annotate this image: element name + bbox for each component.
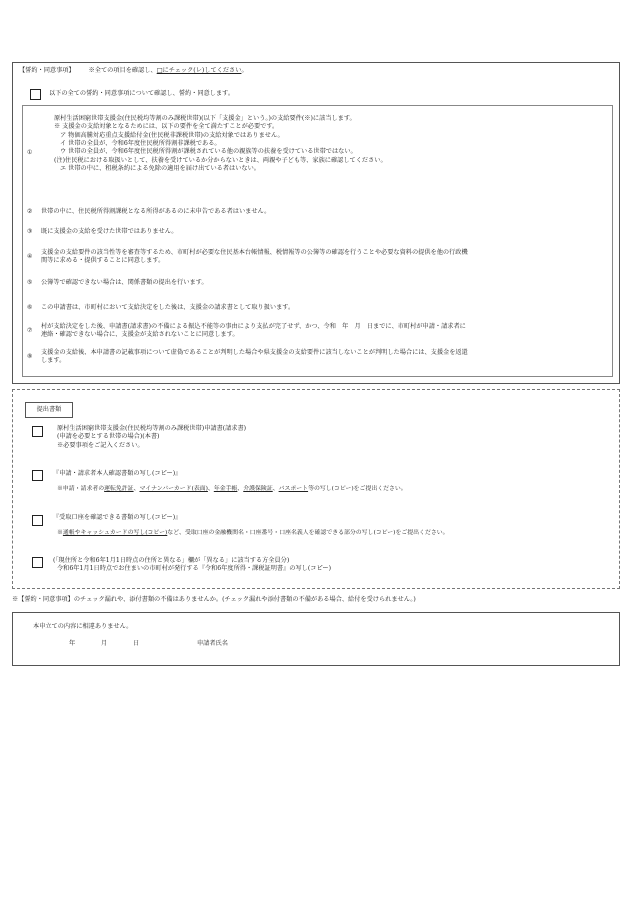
doc1-note: ※必要事項をご記入ください。 bbox=[57, 441, 144, 449]
reminder-text: ※【誓約・同意事項】のチェック漏れや、添付書類の不備はありませんか。(チェック漏れや添付書類の不備がある場合、給付を受けられません。) bbox=[12, 596, 416, 603]
pledge-item-8-num: ⑧ bbox=[27, 353, 33, 360]
doc2-id-license: 運転免許証 bbox=[104, 486, 134, 492]
doc2-sep: 、 bbox=[272, 486, 279, 492]
doc2-note-post: 等の写し(コピー)をご提出ください。 bbox=[308, 486, 407, 492]
doc2-sep: 、 bbox=[133, 486, 140, 492]
doc2-id-pension: 年金手帳 bbox=[213, 486, 238, 492]
pledge-header-label: 【誓約・同意事項】 bbox=[19, 67, 75, 74]
pledge-item-4-line: 支援金の支給要件の該当性等を審査等するため、市町村が必要な住民基本台帳情報、税情報等の公簿等の確認を行うことや必要な資料の提供を他の行政機 bbox=[41, 249, 468, 256]
pledge-item-7-line: 村が支給決定をした後、申請書(請求書)の不備による振込不能等の事由により支払が完了せず、かつ、令和 年 月 日までに、市町村が申請・請求者に bbox=[41, 323, 466, 330]
doc4-line: 令和6年1月1日時点でお住まいの市町村が発行する『令和6年度所得・課税証明書』の写し(コピー) bbox=[57, 565, 332, 573]
pledge-item-2-num: ② bbox=[27, 208, 33, 215]
doc2-sep: 、 bbox=[207, 486, 214, 492]
pledge-item-1-line: 原村生活困窮世帯支援金(住民税均等割のみ課税世帯)(以下「支援金」という。)の支給要件(※)に該当します。 bbox=[54, 115, 356, 122]
documents-title-box bbox=[25, 402, 73, 418]
date-year-label: 年 bbox=[69, 640, 76, 647]
doc4-checkbox[interactable] bbox=[32, 557, 43, 568]
agree-all-label: 以下の全ての誓約・同意事項について確認し、誓約・同意します。 bbox=[49, 90, 235, 97]
doc3-checkbox[interactable] bbox=[32, 515, 43, 526]
pledge-item-1-line: (注)住民税における取扱いとして、扶養を受けているか分からないときは、両親や子ども等、家族に確認してください。 bbox=[54, 156, 387, 164]
pledge-instruction-post: 。 bbox=[241, 67, 248, 74]
date-month-label: 月 bbox=[101, 640, 108, 647]
pledge-item-6-num: ⑥ bbox=[27, 304, 33, 311]
pledge-item-1-num: ① bbox=[27, 149, 33, 156]
pledge-item-5-num: ⑤ bbox=[27, 279, 33, 286]
pledge-item-1-line: ※ 支援金の支給対象となるためには、以下の要件を全て満たすことが必要です。 bbox=[54, 123, 279, 131]
pledge-item-2-text: 世帯の中に、住民税所得割課税となる所得があるのに未申告である者はいません。 bbox=[41, 208, 271, 215]
pledge-section bbox=[12, 62, 620, 384]
pledge-item-3-text: 既に支援金の支給を受けた世帯ではありません。 bbox=[41, 228, 178, 235]
doc2-title: 『申請・請求者本人確認書類の写し(コピー)』 bbox=[53, 470, 182, 477]
agree-all-checkbox[interactable] bbox=[30, 89, 41, 100]
pledge-instruction-emphasis: □にチェック(レ)してください bbox=[156, 67, 242, 74]
doc3-note-emphasis: 通帳やキャッシュカードの写し(コピー) bbox=[62, 530, 168, 536]
doc2-note-pre: ※申請・請求者の bbox=[57, 486, 105, 492]
date-day-label: 日 bbox=[133, 640, 140, 647]
pledge-item-1-line: イ 世帯の全員が、令和6年度住民税所得割非課税である。 bbox=[60, 140, 221, 148]
pledge-instruction-pre: ※全ての項目を確認し、 bbox=[88, 67, 157, 74]
pledge-item-1-line: ウ 世帯の全員が、令和6年度住民税所得割が課税されている他の親族等の扶養を受けている世帯ではない。 bbox=[60, 148, 357, 156]
pledge-header bbox=[19, 67, 248, 75]
confirmation-box bbox=[12, 612, 620, 666]
doc1-checkbox[interactable] bbox=[32, 426, 43, 437]
doc1-text bbox=[57, 425, 246, 450]
pledge-item-3-num: ③ bbox=[27, 228, 33, 235]
documents-section bbox=[12, 389, 620, 589]
doc3-note bbox=[57, 530, 449, 538]
doc2-id-care: 介護保険証 bbox=[243, 486, 273, 492]
doc2-id-mynumber: マイナンバーカード(表面) bbox=[139, 486, 208, 492]
pledge-item-7-num: ⑦ bbox=[27, 327, 33, 334]
doc3-note-pre: ※ bbox=[57, 530, 63, 536]
doc2-note bbox=[57, 486, 407, 494]
pledge-item-1-line: ア 物価高騰対応重点支援給付金(住民税非課税世帯)の支給対象ではありません。 bbox=[60, 131, 284, 139]
pledge-item-4-num: ④ bbox=[27, 253, 33, 260]
pledge-item-8-line: します。 bbox=[41, 357, 66, 365]
applicant-name-label: 申請者氏名 bbox=[197, 640, 228, 647]
pledge-item-4-line: 関等に求める・提供することに同意します。 bbox=[41, 257, 165, 265]
confirmation-statement: 本申立ての内容に相違ありません。 bbox=[33, 623, 133, 630]
doc4-text bbox=[53, 557, 331, 574]
doc3-title: 『受取口座を確認できる書類の写し(コピー)』 bbox=[53, 514, 182, 521]
pledge-item-1-line: エ 世帯の中に、租税条約による免除の適用を届け出ている者はいない。 bbox=[60, 165, 260, 173]
doc1-line: (申請を必要とする世帯の場合)(本書) bbox=[57, 433, 160, 441]
doc2-sep: 、 bbox=[237, 486, 244, 492]
pledge-item-5-text: 公簿等で確認できない場合は、関係書類の提出を行います。 bbox=[41, 279, 208, 286]
pledge-item-6-text: この申請書は、市町村において支給決定をした後は、支援金の請求書として取り扱います。 bbox=[41, 304, 295, 311]
pledge-item-7-line: 連絡・確認できない場合に、支援金が支給されないことに同意します。 bbox=[41, 331, 239, 339]
pledge-items-box bbox=[22, 105, 613, 377]
documents-title: 提出書類 bbox=[36, 406, 62, 413]
doc2-id-passport: パスポート bbox=[278, 486, 309, 492]
pledge-item-8-line: 支援金の支給後、本申請書の記載事項について虚偽であることが判明した場合や県支援金の支給要件に該当しないことが判明した場合には、支援金を返還 bbox=[41, 349, 468, 356]
doc3-note-post: など、受取口座の金融機関名・口座番号・口座名義人を確認できる部分の写し(コピー)をご提出ください。 bbox=[167, 530, 449, 536]
doc4-line: (「現住所と令和6年1月1日時点の住所と異なる」欄が「異なる」に該当する方全員分) bbox=[53, 557, 290, 564]
doc1-line: 原村生活困窮世帯支援金(住民税均等割のみ課税世帯)申請書(請求書) bbox=[57, 425, 247, 432]
doc2-checkbox[interactable] bbox=[32, 470, 43, 481]
